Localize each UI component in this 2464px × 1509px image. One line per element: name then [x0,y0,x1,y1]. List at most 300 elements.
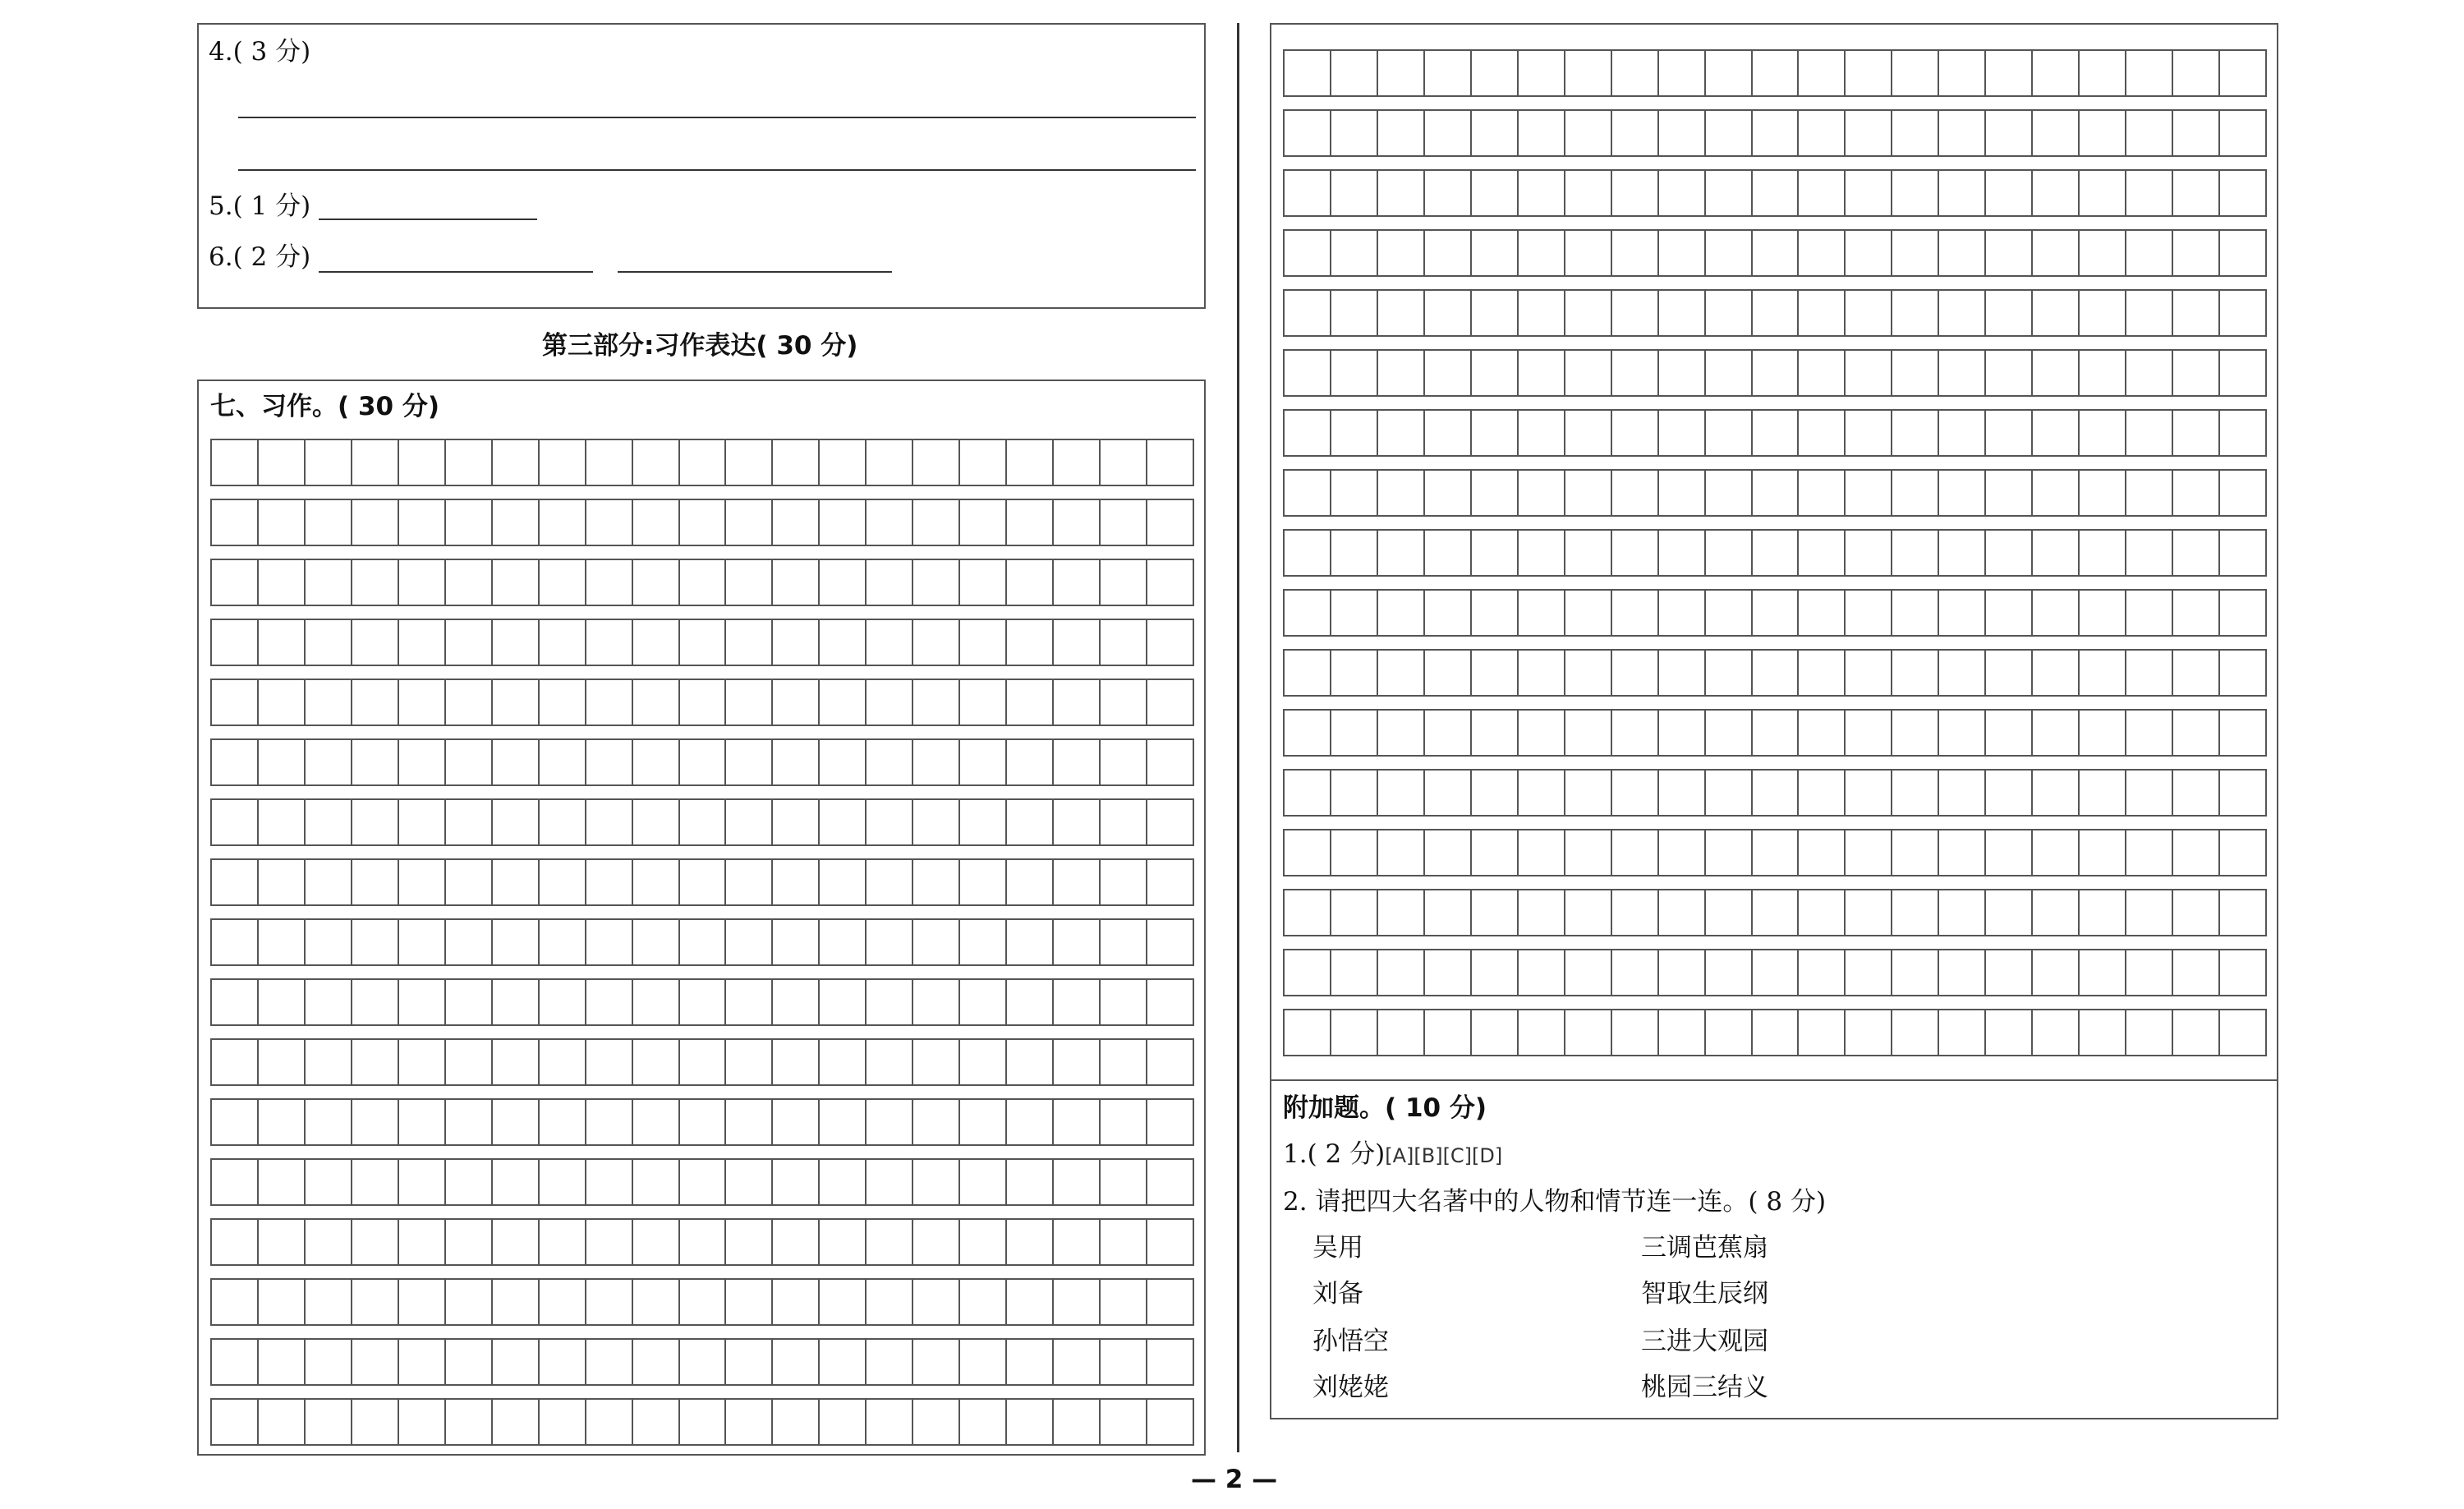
grid-cell[interactable] [1425,1010,1472,1055]
grid-cell[interactable] [1565,771,1612,815]
grid-cell[interactable] [1892,651,1939,695]
grid-cell[interactable] [2220,231,2265,275]
grid-cell[interactable] [259,740,306,784]
grid-cell[interactable] [1285,231,1331,275]
grid-cell[interactable] [1659,830,1706,875]
grid-cell[interactable] [1472,51,1519,95]
grid-cell[interactable] [1147,440,1193,485]
grid-cell[interactable] [1285,830,1331,875]
grid-cell[interactable] [913,740,960,784]
grid-cell[interactable] [2220,890,2265,935]
grid-cell[interactable] [960,680,1007,725]
grid-cell[interactable] [540,1040,586,1084]
grid-cell[interactable] [493,560,540,605]
grid-cell[interactable] [259,1040,306,1084]
grid-cell[interactable] [680,1400,727,1444]
grid-cell[interactable] [540,1220,586,1264]
grid-cell[interactable] [2173,950,2220,995]
grid-cell[interactable] [352,1160,399,1204]
grid-cell[interactable] [1378,771,1425,815]
grid-cell[interactable] [540,680,586,725]
grid-cell[interactable] [960,920,1007,964]
grid-cell[interactable] [1472,471,1519,515]
grid-cell[interactable] [773,440,820,485]
option-a[interactable]: [A] [1385,1144,1414,1167]
grid-cell[interactable] [2173,471,2220,515]
grid-cell[interactable] [2126,950,2173,995]
grid-cell[interactable] [1519,51,1565,95]
grid-cell[interactable] [2173,771,2220,815]
grid-cell[interactable] [960,1100,1007,1144]
grid-cell[interactable] [212,500,259,545]
grid-cell[interactable] [399,1340,446,1384]
grid-cell[interactable] [1612,651,1659,695]
grid-cell[interactable] [1939,171,1986,215]
grid-cell[interactable] [1565,291,1612,335]
grid-cell[interactable] [1753,471,1800,515]
grid-cell[interactable] [1285,711,1331,755]
grid-cell[interactable] [1753,411,1800,455]
grid-cell[interactable] [1519,291,1565,335]
grid-cell[interactable] [1331,711,1378,755]
grid-cell[interactable] [1939,830,1986,875]
grid-cell[interactable] [2126,411,2173,455]
grid-cell[interactable] [1612,171,1659,215]
grid-cell[interactable] [493,1100,540,1144]
grid-cell[interactable] [867,860,913,904]
grid-cell[interactable] [352,860,399,904]
grid-cell[interactable] [586,440,633,485]
grid-cell[interactable] [1612,890,1659,935]
grid-cell[interactable] [820,1400,867,1444]
grid-cell[interactable] [1054,740,1101,784]
grid-cell[interactable] [773,1340,820,1384]
grid-cell[interactable] [1659,1010,1706,1055]
grid-cell[interactable] [1892,890,1939,935]
grid-cell[interactable] [446,560,493,605]
grid-cell[interactable] [1007,1280,1054,1324]
grid-cell[interactable] [1939,950,1986,995]
grid-cell[interactable] [446,440,493,485]
grid-cell[interactable] [1659,231,1706,275]
grid-cell[interactable] [1331,890,1378,935]
grid-cell[interactable] [1378,591,1425,635]
grid-cell[interactable] [680,800,727,844]
grid-cell[interactable] [1101,1220,1147,1264]
grid-cell[interactable] [2126,231,2173,275]
grid-cell[interactable] [1706,111,1753,155]
grid-cell[interactable] [867,740,913,784]
grid-cell[interactable] [493,680,540,725]
grid-cell[interactable] [306,1280,352,1324]
grid-cell[interactable] [726,1340,773,1384]
grid-cell[interactable] [867,1100,913,1144]
grid-cell[interactable] [2080,651,2126,695]
grid-cell[interactable] [1331,231,1378,275]
option-d[interactable]: [D] [1472,1144,1503,1167]
grid-cell[interactable] [1285,890,1331,935]
grid-cell[interactable] [1007,1400,1054,1444]
grid-cell[interactable] [2126,890,2173,935]
grid-cell[interactable] [1472,1010,1519,1055]
grid-cell[interactable] [352,560,399,605]
grid-cell[interactable] [1706,890,1753,935]
grid-cell[interactable] [726,1280,773,1324]
grid-cell[interactable] [446,860,493,904]
grid-cell[interactable] [1331,291,1378,335]
grid-cell[interactable] [1799,1010,1846,1055]
grid-cell[interactable] [586,1100,633,1144]
grid-cell[interactable] [1706,51,1753,95]
grid-cell[interactable] [1519,171,1565,215]
grid-cell[interactable] [1753,651,1800,695]
grid-cell[interactable] [960,860,1007,904]
grid-cell[interactable] [1285,51,1331,95]
grid-cell[interactable] [1612,830,1659,875]
grid-cell[interactable] [2033,711,2080,755]
grid-cell[interactable] [1101,620,1147,665]
grid-cell[interactable] [1799,171,1846,215]
grid-cell[interactable] [773,1160,820,1204]
grid-cell[interactable] [1565,171,1612,215]
grid-cell[interactable] [259,1340,306,1384]
q4-answer-line-2[interactable] [238,169,1196,171]
grid-cell[interactable] [773,1280,820,1324]
grid-cell[interactable] [2173,291,2220,335]
grid-cell[interactable] [633,980,680,1024]
grid-cell[interactable] [1706,531,1753,575]
grid-cell[interactable] [2080,411,2126,455]
grid-cell[interactable] [586,620,633,665]
grid-cell[interactable] [1892,411,1939,455]
grid-cell[interactable] [867,440,913,485]
grid-cell[interactable] [633,500,680,545]
grid-cell[interactable] [259,800,306,844]
grid-cell[interactable] [1939,51,1986,95]
grid-cell[interactable] [540,1100,586,1144]
grid-cell[interactable] [1054,620,1101,665]
grid-cell[interactable] [1846,771,1892,815]
grid-cell[interactable] [1472,771,1519,815]
grid-cell[interactable] [960,500,1007,545]
grid-cell[interactable] [2033,411,2080,455]
grid-cell[interactable] [446,1160,493,1204]
grid-cell[interactable] [1101,980,1147,1024]
grid-cell[interactable] [540,800,586,844]
grid-cell[interactable] [1472,591,1519,635]
grid-cell[interactable] [586,1160,633,1204]
grid-cell[interactable] [1659,111,1706,155]
grid-cell[interactable] [633,620,680,665]
grid-cell[interactable] [1753,231,1800,275]
grid-cell[interactable] [1753,950,1800,995]
grid-cell[interactable] [1846,411,1892,455]
grid-cell[interactable] [586,740,633,784]
grid-cell[interactable] [1892,111,1939,155]
grid-cell[interactable] [2080,171,2126,215]
grid-cell[interactable] [1846,111,1892,155]
grid-cell[interactable] [1425,950,1472,995]
grid-cell[interactable] [1565,830,1612,875]
grid-cell[interactable] [1007,620,1054,665]
grid-cell[interactable] [259,1400,306,1444]
grid-cell[interactable] [1285,291,1331,335]
grid-cell[interactable] [1753,890,1800,935]
grid-cell[interactable] [1753,171,1800,215]
grid-cell[interactable] [446,620,493,665]
grid-cell[interactable] [1147,560,1193,605]
grid-cell[interactable] [960,740,1007,784]
grid-cell[interactable] [1986,950,2033,995]
grid-cell[interactable] [1331,531,1378,575]
grid-cell[interactable] [1378,411,1425,455]
grid-cell[interactable] [680,1340,727,1384]
grid-cell[interactable] [680,920,727,964]
grid-cell[interactable] [1472,231,1519,275]
grid-cell[interactable] [2033,830,2080,875]
grid-cell[interactable] [633,800,680,844]
grid-cell[interactable] [1101,1280,1147,1324]
grid-cell[interactable] [1565,471,1612,515]
grid-cell[interactable] [1331,171,1378,215]
grid-cell[interactable] [1378,291,1425,335]
grid-cell[interactable] [2126,111,2173,155]
grid-cell[interactable] [726,980,773,1024]
grid-cell[interactable] [399,1100,446,1144]
grid-cell[interactable] [352,1100,399,1144]
grid-cell[interactable] [212,980,259,1024]
grid-cell[interactable] [1425,411,1472,455]
grid-cell[interactable] [399,1040,446,1084]
grid-cell[interactable] [1147,500,1193,545]
grid-cell[interactable] [1565,351,1612,395]
grid-cell[interactable] [867,980,913,1024]
grid-cell[interactable] [1612,351,1659,395]
grid-cell[interactable] [540,620,586,665]
grid-cell[interactable] [680,620,727,665]
grid-cell[interactable] [867,1160,913,1204]
grid-cell[interactable] [1054,1160,1101,1204]
grid-cell[interactable] [960,1160,1007,1204]
plot-grand-view-garden[interactable]: 三进大观园 [1641,1327,1768,1356]
grid-cell[interactable] [913,1220,960,1264]
grid-cell[interactable] [1378,711,1425,755]
grid-cell[interactable] [2080,231,2126,275]
grid-cell[interactable] [1147,1160,1193,1204]
grid-cell[interactable] [1378,830,1425,875]
grid-cell[interactable] [1846,830,1892,875]
grid-cell[interactable] [913,500,960,545]
grid-cell[interactable] [1425,231,1472,275]
grid-cell[interactable] [913,620,960,665]
grid-cell[interactable] [1054,1220,1101,1264]
grid-cell[interactable] [1101,440,1147,485]
grid-cell[interactable] [960,620,1007,665]
grid-cell[interactable] [1753,351,1800,395]
grid-cell[interactable] [960,1040,1007,1084]
grid-cell[interactable] [2173,111,2220,155]
grid-cell[interactable] [680,980,727,1024]
grid-cell[interactable] [773,860,820,904]
grid-cell[interactable] [259,1280,306,1324]
grid-cell[interactable] [1331,411,1378,455]
grid-cell[interactable] [1799,591,1846,635]
grid-cell[interactable] [773,680,820,725]
grid-cell[interactable] [493,920,540,964]
grid-cell[interactable] [1054,1400,1101,1444]
grid-cell[interactable] [1799,890,1846,935]
grid-cell[interactable] [726,740,773,784]
grid-cell[interactable] [352,1400,399,1444]
grid-cell[interactable] [1753,591,1800,635]
grid-cell[interactable] [1612,1010,1659,1055]
grid-cell[interactable] [2080,830,2126,875]
grid-cell[interactable] [1425,531,1472,575]
grid-cell[interactable] [820,1100,867,1144]
grid-cell[interactable] [1519,771,1565,815]
grid-cell[interactable] [1147,920,1193,964]
grid-cell[interactable] [2173,830,2220,875]
grid-cell[interactable] [1331,830,1378,875]
grid-cell[interactable] [633,1040,680,1084]
grid-cell[interactable] [913,1040,960,1084]
grid-cell[interactable] [1519,830,1565,875]
grid-cell[interactable] [1659,651,1706,695]
grid-cell[interactable] [1706,231,1753,275]
grid-cell[interactable] [2033,351,2080,395]
grid-cell[interactable] [540,1340,586,1384]
grid-cell[interactable] [773,1220,820,1264]
grid-cell[interactable] [1846,51,1892,95]
grid-cell[interactable] [1331,471,1378,515]
grid-cell[interactable] [867,920,913,964]
grid-cell[interactable] [1939,471,1986,515]
grid-cell[interactable] [259,920,306,964]
grid-cell[interactable] [726,1220,773,1264]
grid-cell[interactable] [352,740,399,784]
grid-cell[interactable] [1472,411,1519,455]
grid-cell[interactable] [1846,531,1892,575]
grid-cell[interactable] [540,440,586,485]
grid-cell[interactable] [493,740,540,784]
grid-cell[interactable] [212,1220,259,1264]
grid-cell[interactable] [1378,111,1425,155]
grid-cell[interactable] [1147,800,1193,844]
grid-cell[interactable] [1147,1220,1193,1264]
grid-cell[interactable] [633,1160,680,1204]
grid-cell[interactable] [1659,471,1706,515]
grid-cell[interactable] [1706,830,1753,875]
grid-cell[interactable] [446,1040,493,1084]
grid-cell[interactable] [1147,1400,1193,1444]
grid-cell[interactable] [586,680,633,725]
grid-cell[interactable] [212,560,259,605]
grid-cell[interactable] [1331,950,1378,995]
grid-cell[interactable] [1799,531,1846,575]
grid-cell[interactable] [633,1100,680,1144]
grid-cell[interactable] [212,1040,259,1084]
grid-cell[interactable] [586,1340,633,1384]
grid-cell[interactable] [1659,351,1706,395]
grid-cell[interactable] [820,1040,867,1084]
grid-cell[interactable] [2033,950,2080,995]
grid-cell[interactable] [352,440,399,485]
grid-cell[interactable] [1147,1340,1193,1384]
grid-cell[interactable] [1519,471,1565,515]
grid-cell[interactable] [2080,471,2126,515]
grid-cell[interactable] [352,920,399,964]
grid-cell[interactable] [2126,591,2173,635]
grid-cell[interactable] [1659,531,1706,575]
grid-cell[interactable] [2220,1010,2265,1055]
grid-cell[interactable] [820,800,867,844]
grid-cell[interactable] [2126,711,2173,755]
grid-cell[interactable] [1425,830,1472,875]
grid-cell[interactable] [960,800,1007,844]
grid-cell[interactable] [399,1400,446,1444]
grid-cell[interactable] [2173,231,2220,275]
grid-cell[interactable] [1331,771,1378,815]
grid-cell[interactable] [773,1040,820,1084]
grid-cell[interactable] [212,1280,259,1324]
grid-cell[interactable] [1892,291,1939,335]
grid-cell[interactable] [773,980,820,1024]
grid-cell[interactable] [2126,771,2173,815]
grid-cell[interactable] [1519,711,1565,755]
grid-cell[interactable] [2173,531,2220,575]
grid-cell[interactable] [1565,231,1612,275]
grid-cell[interactable] [212,800,259,844]
grid-cell[interactable] [259,560,306,605]
grid-cell[interactable] [1007,1040,1054,1084]
grid-cell[interactable] [399,560,446,605]
grid-cell[interactable] [540,1400,586,1444]
grid-cell[interactable] [1659,950,1706,995]
grid-cell[interactable] [2126,471,2173,515]
grid-cell[interactable] [820,860,867,904]
grid-cell[interactable] [212,1340,259,1384]
grid-cell[interactable] [540,860,586,904]
grid-cell[interactable] [1054,560,1101,605]
grid-cell[interactable] [1846,890,1892,935]
person-liu-bei[interactable]: 刘备 [1312,1279,1363,1309]
grid-cell[interactable] [960,1340,1007,1384]
option-c[interactable]: [C] [1442,1144,1473,1167]
grid-cell[interactable] [1101,1340,1147,1384]
grid-cell[interactable] [493,980,540,1024]
grid-cell[interactable] [1799,411,1846,455]
grid-cell[interactable] [2126,531,2173,575]
grid-cell[interactable] [1425,771,1472,815]
grid-cell[interactable] [913,680,960,725]
grid-cell[interactable] [493,620,540,665]
grid-cell[interactable] [680,440,727,485]
grid-cell[interactable] [399,1220,446,1264]
grid-cell[interactable] [1799,771,1846,815]
grid-cell[interactable] [1425,711,1472,755]
grid-cell[interactable] [1519,411,1565,455]
grid-cell[interactable] [1659,171,1706,215]
grid-cell[interactable] [1753,531,1800,575]
grid-cell[interactable] [1986,591,2033,635]
grid-cell[interactable] [1472,950,1519,995]
grid-cell[interactable] [306,1100,352,1144]
grid-cell[interactable] [1007,500,1054,545]
grid-cell[interactable] [913,860,960,904]
grid-cell[interactable] [1425,651,1472,695]
grid-cell[interactable] [1331,591,1378,635]
grid-cell[interactable] [1986,111,2033,155]
